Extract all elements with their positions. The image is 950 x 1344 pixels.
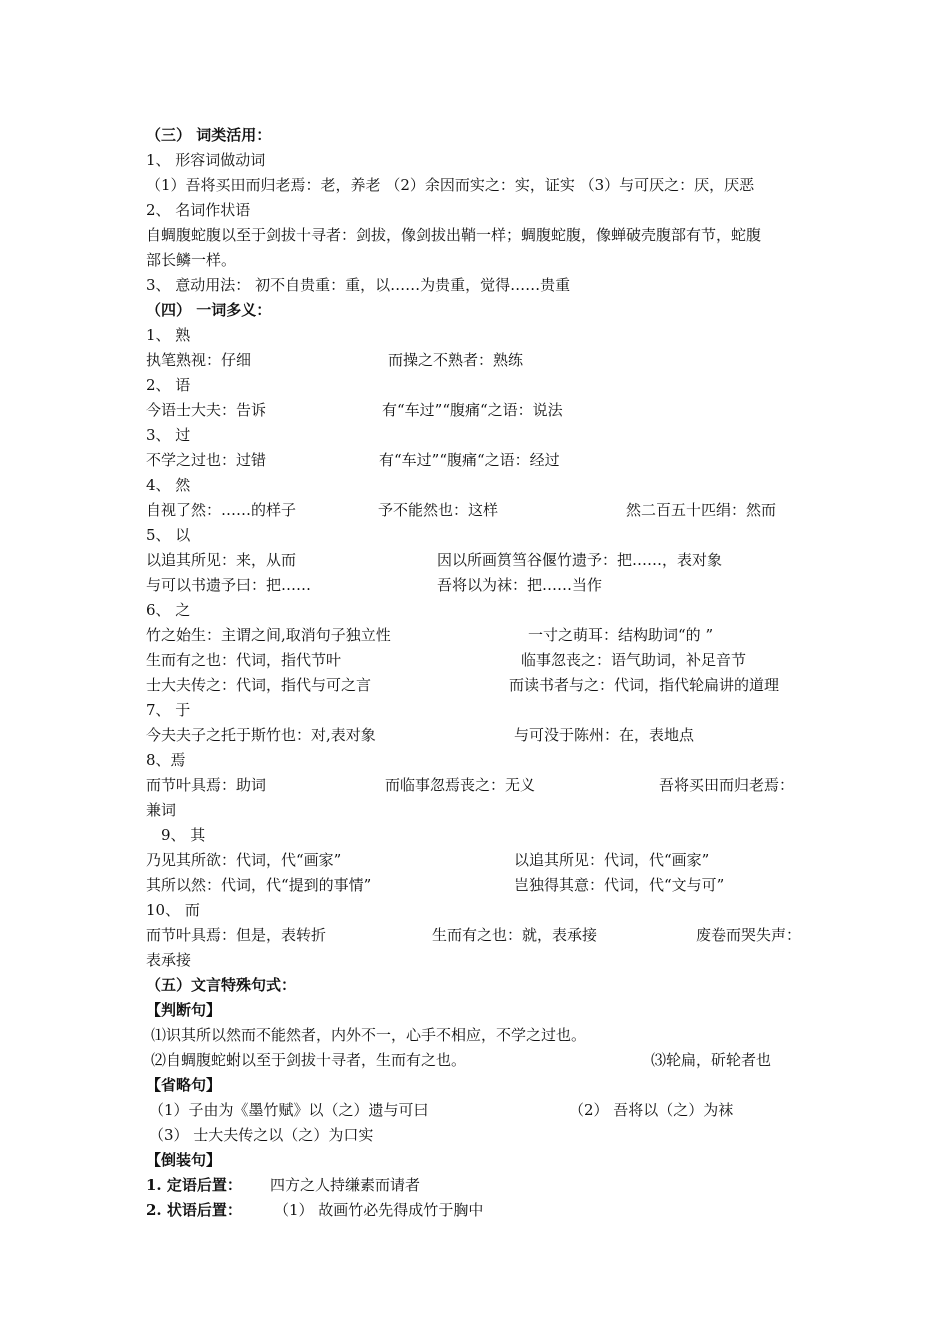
word-heading: 7、 于 [146,701,191,719]
word-heading: 5、 以 [146,526,191,544]
example: 以追其所见：代词，代“画家” [514,851,710,869]
word-heading: 6、 之 [146,601,191,619]
sentence: （1） 故画竹必先得成竹于胸中 [274,1201,484,1219]
example: 有“车过”“腹痛“之语：经过 [379,451,560,469]
line [146,1148,816,1173]
subsection-title: 【省略句】 [146,1076,222,1094]
example: 一寸之萌耳：结构助词“的 ” [528,626,714,644]
example: 而操之不熟者：熟练 [388,351,524,369]
word-heading: 8、焉 [146,751,186,769]
line [146,523,816,548]
line [146,398,816,423]
line [146,248,816,273]
line [146,1173,816,1198]
line [146,448,816,473]
example: 而临事忽焉丧之：无义 [385,776,536,794]
subsection-title: 【判断句】 [146,1001,222,1019]
line [146,223,816,248]
line [146,1048,816,1073]
line [146,798,816,823]
section-title: （三） 词类活用： [146,126,272,144]
line [146,923,816,948]
word-heading: 2、 语 [146,376,191,394]
example: 生而有之也：就，表承接 [432,926,598,944]
line [146,898,816,923]
word-heading: 10、 而 [146,901,200,919]
example: 然二百五十匹绢：然而 [626,501,777,519]
example: 今夫夫子之托于斯竹也：对,表对象 [146,726,376,744]
sentence-label: 2. 状语后置： [146,1201,242,1219]
line [146,1098,816,1123]
example: 临事忽丧之：语气助词，补足音节 [521,651,747,669]
line [146,598,816,623]
line [146,998,816,1023]
sentence: ⑴识其所以然而不能然者，内外不一，心手不相应，不学之过也。 [151,1026,587,1044]
example: 而读书者与之：代词，指代轮扁讲的道理 [509,676,780,694]
sentence: （3） 士大夫传之以（之）为口实 [149,1126,374,1144]
example: 吾将以为袜：把……当作 [437,576,603,594]
line [146,173,816,198]
line [146,473,816,498]
line [146,373,816,398]
example: 竹之始生：主谓之间,取消句子独立性 [146,626,391,644]
line [146,1023,816,1048]
line [146,1198,816,1223]
line [146,723,816,748]
example: 有“车过”“腹痛“之语：说法 [382,401,563,419]
item-text: 部长鳞一样。 [146,251,237,269]
section-5-title-line [146,973,816,998]
example: 与可没于陈州：在，表地点 [514,726,695,744]
example: 今语士大夫：告诉 [146,401,267,419]
section-3-title-line [146,123,816,148]
sentence: （1）子由为《墨竹赋》以（之）遗与可曰 [149,1101,429,1119]
sentence: （2） 吾将以（之）为袜 [569,1101,734,1119]
line [146,773,816,798]
line [146,1123,816,1148]
example: 废卷而哭失声： [696,926,802,944]
line [146,698,816,723]
line [146,823,816,848]
example: 乃见其所欲：代词，代“画家” [146,851,342,869]
example: 不学之过也：过错 [146,451,267,469]
line [146,623,816,648]
example: 予不能然也：这样 [378,501,499,519]
example: 士大夫传之：代词，指代与可之言 [146,676,372,694]
line [146,648,816,673]
example: 而节叶具焉：助词 [146,776,267,794]
sentence: ⑶轮扁，斫轮者也 [651,1051,772,1069]
section-title: （五）文言特殊句式： [146,976,297,994]
sentence: 四方之人持缣素而请者 [270,1176,421,1194]
line [146,873,816,898]
word-heading: 9、 其 [161,826,206,844]
line [146,1073,816,1098]
sentence-label: 1. 定语后置： [146,1176,242,1194]
line [146,573,816,598]
example: 因以所画筼筜谷偃竹遗予：把……，表对象 [437,551,723,569]
line [146,273,816,298]
example: 自视了然：……的样子 [146,501,297,519]
word-heading: 4、 然 [146,476,191,494]
line [146,323,816,348]
example: 与可以书遗予曰：把…… [146,576,312,594]
example: 岂独得其意：代词，代“文与可” [514,876,725,894]
item-text: 3、 意动用法： 初不自贵重：重，以……为贵重，觉得……贵重 [146,276,571,294]
item-heading: 1、 形容词做动词 [146,151,266,169]
example: 而节叶具焉：但是，表转折 [146,926,327,944]
example: 生而有之也：代词，指代节叶 [146,651,342,669]
example: 其所以然：代词，代“提到的事情” [146,876,372,894]
line [146,498,816,523]
section-title: （四） 一词多义： [146,301,272,319]
line [146,673,816,698]
item-text: 自蜩腹蛇腹以至于剑拔十寻者：剑拔，像剑拔出鞘一样；蜩腹蛇腹，像蝉破壳腹部有节，蛇腹 [146,226,762,244]
item-heading: 2、 名词作状语 [146,201,251,219]
example: 表承接 [146,951,192,969]
line [146,148,816,173]
subsection-title: 【倒装句】 [146,1151,222,1169]
line [146,198,816,223]
sentence: ⑵自蜩腹蛇蚹以至于剑拔十寻者，生而有之也。 [151,1051,467,1069]
line [146,423,816,448]
word-heading: 3、 过 [146,426,191,444]
line [146,348,816,373]
example: 以追其所见：来，从而 [146,551,297,569]
item-text: （1）吾将买田而归老焉：老，养老 （2）余因而实之：实，证实 （3）与可厌之：厌，厌恶 [146,176,755,194]
section-4-title-line [146,298,816,323]
example: 兼词 [146,801,177,819]
example: 执笔熟视：仔细 [146,351,252,369]
line [146,748,816,773]
line [146,848,816,873]
example: 吾将买田而归老焉： [659,776,795,794]
word-heading: 1、 熟 [146,326,191,344]
line [146,948,816,973]
line [146,548,816,573]
